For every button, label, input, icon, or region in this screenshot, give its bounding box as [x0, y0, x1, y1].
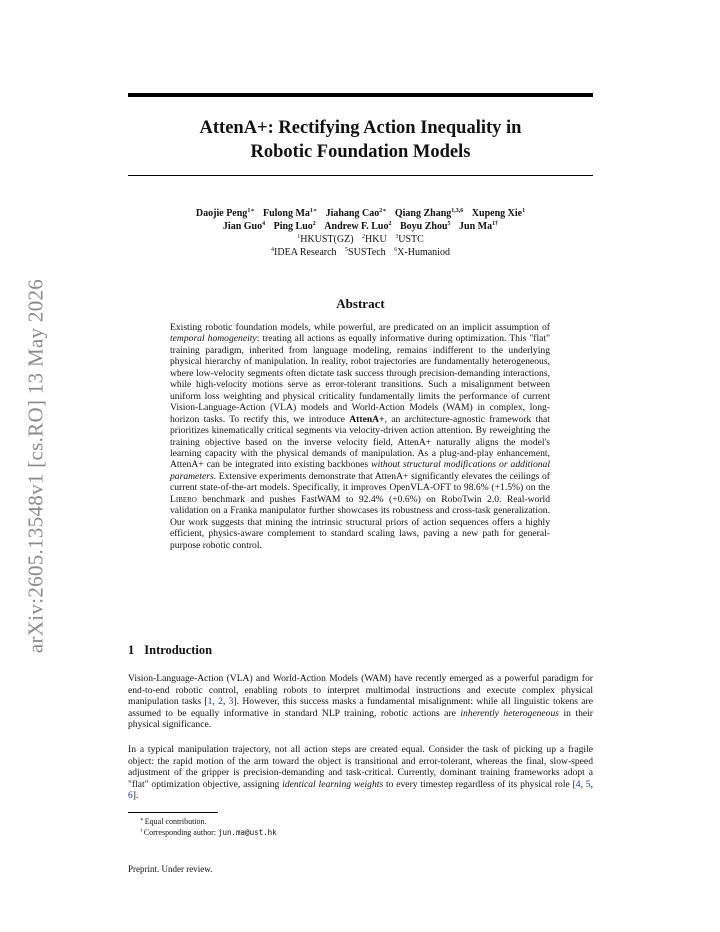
footnote-equal-contribution: ∗Equal contribution.: [140, 817, 207, 826]
citation-link[interactable]: 6: [128, 790, 133, 801]
citation-link[interactable]: 2: [218, 696, 223, 707]
author: Andrew F. Luo$^2$: [324, 221, 392, 232]
citation-link[interactable]: 5: [585, 778, 591, 790]
section-title: Introduction: [144, 643, 213, 657]
intro-paragraph-2: In a typical manipulation trajectory, not all action steps are created equal. Consider the task of picking up a fragile object: the rapid motion of the arm toward the object is transitional and error-tolerant, whereas the final, slow-speed adjustment of the gripper is precision-demanding and task-critical. Currently, dominant training frameworks adopt a "flat" optimization objective, assigning identical learning weights to every timestep regardless of its physical role [4, 5, 6].: [128, 744, 593, 801]
footnote-rule: [128, 812, 218, 813]
author: Boyu Zhou$^5$: [399, 221, 451, 232]
author: Qiang Zhang$^{1,3,6}$: [394, 208, 464, 219]
section-number: 1: [128, 643, 135, 657]
arxiv-identifier: [18, 256, 54, 676]
title-line-2: Robotic Foundation Models: [250, 142, 471, 162]
title-bottom-rule: [128, 175, 593, 176]
author: Jiahang Cao$^{2∗}$: [325, 208, 387, 219]
affiliation: $^5$SUSTech: [345, 247, 386, 258]
author: Xupeng Xie$^1$: [471, 208, 526, 219]
citation-link[interactable]: 3: [228, 696, 234, 707]
affiliation: $^3$USTC: [395, 234, 424, 245]
citation-link[interactable]: 4: [575, 778, 581, 790]
author: Jun $Ma^{1\dagger}$: [459, 221, 499, 232]
author-line-2: [128, 220, 593, 233]
affiliation: $^6$X-Humaniod: [394, 247, 450, 258]
author: Jian Guo$^4$: [222, 221, 266, 232]
affiliation: $^4$IDEA Research: [271, 247, 337, 258]
abstract-body: Existing robotic foundation models, while powerful, are predicated on an implicit assumption of temporal homogeneity: treating all actions as equally informative during optimization. This "flat" training paradigm, inherited from language modeling, remains indifferent to the underlying physical hierarchy of manipulation. In reality, robot trajectories are fundamentally heterogeneous, where low-velocity segments often dictate task success through precision-demanding interactions, while high-velocity motions serve as error-tolerant transitions. Such a misalignment between uniform loss weighting and physical criticality fundamentally limits the performance of current Vision-Language-Action (VLA) models and World-Action Models (WAM) in complex, long-horizon tasks. To rectify this, we introduce AttenA+, an architecture-agnostic framework that prioritizes kinematically critical segments via velocity-driven action attention. By reweighting the training objective based on the inverse velocity field, AttenA+ naturally aligns the model's learning capacity with the physical demands of manipulation. As a plug-and-play enhancement, AttenA+ can be integrated into existing backbones without structural modifications or additional parameters. Extensive experiments demonstrate that AttenA+ significantly elevates the ceilings of current state-of-the-art models. Specifically, it improves OpenVLA-OFT to 98.6% (+1.5%) on the Libero benchmark and pushes FastWAM to 92.4% (+0.6%) on RoboTwin 2.0. Real-world validation on a Franka manipulator further showcases its robustness and cross-task generalization. Our work suggests that mining the intrinsic structural priors of action sequences offers a highly efficient, physics-aware complement to standard scaling laws, paving a new path for general-purpose robotic control.: [170, 322, 551, 551]
citation-link[interactable]: 1: [207, 696, 213, 707]
author-block: [128, 207, 593, 259]
footnote-corresponding-author: †Corresponding author: jun.ma@ust.hk: [140, 828, 277, 837]
author-email: jun.ma@ust.hk: [217, 828, 277, 837]
intro-paragraph-1: Vision-Language-Action (VLA) and World-Action Models (WAM) have recently emerged as a powerful paradigm for end-to-end robotic control, enabling robots to interpret multimodal instructions and execute complex physical manipulation tasks [1, 2, 3]. However, this success masks a fundamental misalignment: while all linguistic tokens are assumed to be equally informative in standard NLP training, robotic actions are inherently heterogeneous in their physical significance.: [128, 673, 594, 730]
author: Fulong $Ma^{1∗}$: [262, 208, 318, 219]
author: Ping Luo$^2$: [273, 221, 316, 232]
affiliation-line-2: [128, 246, 593, 259]
section-heading-introduction: [128, 643, 212, 658]
affiliation: $^2$HKU: [362, 234, 387, 245]
title-top-rule: [128, 93, 593, 97]
preprint-note: Preprint. Under review.: [128, 864, 213, 874]
title-line-1: AttenA+: Rectifying Action Inequality in: [199, 118, 522, 138]
author-line-1: [128, 207, 593, 220]
affiliation-line-1: [128, 233, 593, 246]
author: Daojie Peng$^{1∗}$: [195, 208, 255, 219]
abstract-heading: Abstract: [336, 296, 385, 311]
affiliation: $^1$HKUST(GZ): [297, 234, 354, 245]
paper-title: [128, 116, 593, 164]
arxiv-id-text: arXiv:2605.13548v1 [cs.RO] 13 May 2026: [23, 278, 48, 654]
